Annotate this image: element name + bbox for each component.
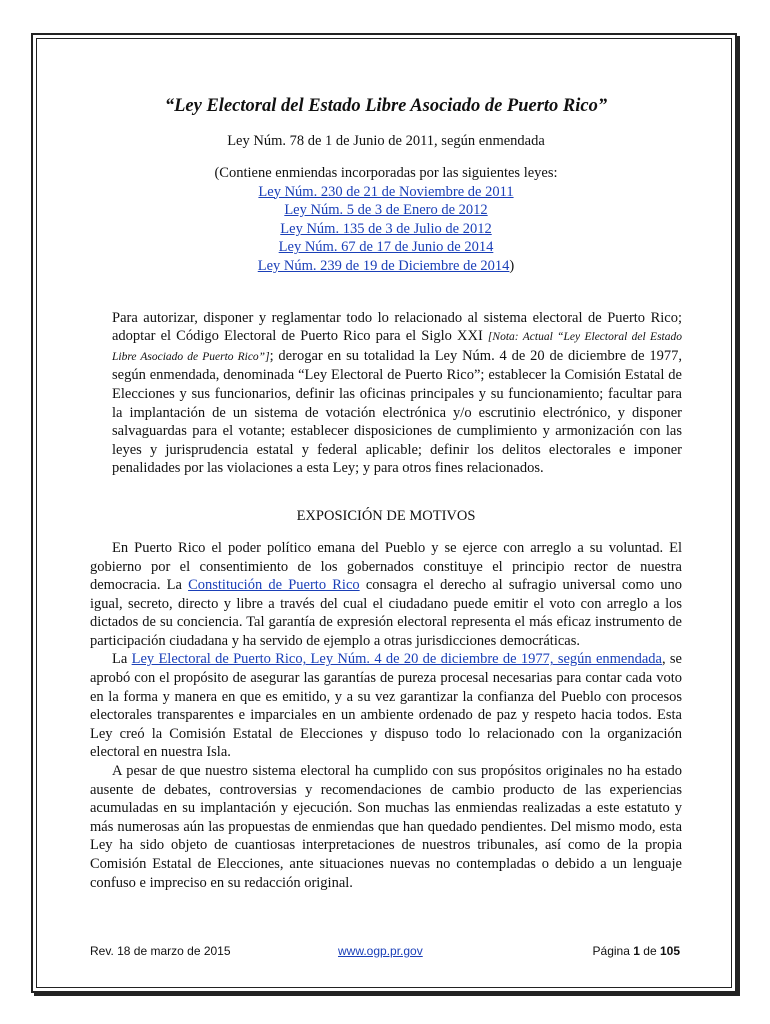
constitution-link[interactable]: Constitución de Puerto Rico [188,577,360,594]
paragraph-text: , se aprobó con el propósito de asegurar las garantías de pureza procesal necesarias para contar cada voto en la forma y manera en que es emitido, y a su vez garantizar la confianza del Pueblo con procesos electorales transparentes e imparciales en un ambiente ordenado de paz y respeto hacia todos. Esta Ley creó la Comisión Estatal de Elecciones y dispuso todo lo relacionado con la organización electoral en nuestra Isla. [90,651,682,761]
purpose-paragraph [90,309,682,478]
prior-law-link[interactable]: Ley Electoral de Puerto Rico, Ley Núm. 4 de 20 de diciembre de 1977, según enmendada [131,651,662,668]
page-number: 1 [633,944,640,958]
page-shadow-bottom [34,993,740,996]
paragraph [90,539,682,651]
amendments-block [90,164,682,276]
amendment-link[interactable]: Ley Núm. 135 de 3 de Julio de 2012 [280,220,492,237]
amendment-link[interactable]: Ley Núm. 230 de 21 de Noviembre de 2011 [258,183,514,200]
law-number: Ley Núm. 78 de 1 de Junio de 2011, según enmendada [227,133,545,149]
website-link[interactable]: www.ogp.pr.gov [338,944,423,958]
paragraph [90,650,682,762]
amendment-link[interactable]: Ley Núm. 239 de 19 de Diciembre de 2014 [257,257,510,274]
revision-date: Rev. 18 de marzo de 2015 [90,944,231,958]
page-indicator [593,944,680,958]
page-total: 105 [659,944,680,958]
amendment-link[interactable]: Ley Núm. 5 de 3 de Enero de 2012 [284,202,488,219]
amendments-intro: (Contiene enmiendas incorporadas por las siguientes leyes: [214,165,558,181]
amendment-link[interactable]: Ley Núm. 67 de 17 de Junio de 2014 [278,239,494,256]
page-label: Página [592,944,630,958]
page-of: de [643,944,657,958]
document-title: “Ley Electoral del Estado Libre Asociado de Puerto Rico” [164,96,608,116]
motives-section [90,539,682,892]
paragraph-text: En Puerto Rico el poder político emana del Pueblo y se ejerce con arreglo a su voluntad. El gobierno por el consentimiento de los gobernados constituye el principio rector de nuestra democracia. La [90,539,682,594]
page-shadow-right [737,36,740,996]
purpose-note: [Nota: Actual “Ley Electoral del Estado Libre Asociado de Puerto Rico”] [112,331,682,363]
page-footer [90,944,682,962]
document-body [90,94,682,892]
paragraph-text: La [112,651,132,668]
paragraph: A pesar de que nuestro sistema electoral ha cumplido con sus propósitos originales no ha estado ausente de debates, controversias y recomendaciones de cambio producto de las experiencias acumuladas en su implantación y ejecución. Son muchas las enmiendas realizadas a este estatuto y más numerosas aún las propuestas de enmiendas que han quedado pendientes. Del mismo modo, esta Ley ha sido objeto de cuantiosas interpretaciones de nuestros tribunales, así como de la propia Comisión Estatal de Elecciones, ante situaciones nuevas no contempladas o debido a un lenguaje confuso e impreciso en su redacción original. [90,763,682,891]
purpose-text: Para autorizar, disponer y reglamentar todo lo relacionado al sistema electoral de Puerto Rico; adoptar el Código Electoral de Puerto Rico para el Siglo XXI [112,309,682,345]
amendments-close: ) [509,257,515,274]
section-heading: EXPOSICIÓN DE MOTIVOS [296,507,476,524]
purpose-text: ; derogar en su totalidad la Ley Núm. 4 de 20 de diciembre de 1977, según enmendada, denominada “Ley Electoral de Puerto Rico”; establecer la Comisión Estatal de Elecciones y sus funcionarios, definir las oficinas principales y su funcionamiento; facultar para la implantación de un sistema de votación electrónica y/o escrutinio electrónico, y disponer salvaguardas para el votante; establecer disposiciones de cumplimiento y armonización con las leyes y jurisprudencia estatal y federal aplicable; definir los delitos electorales e imponer penalidades por las violaciones a esta Ley; y para otros fines relacionados. [112,347,682,477]
paragraph-text: consagra el derecho al sufragio universal como uno igual, secreto, directo y libre a través del cual el ciudadano puede emitir el voto con arreglo a los dictados de su conciencia. Tal garantía de expresión electoral representa el más eficaz instrumento de participación ciudadana y ha servido de ejemplo a otras jurisdicciones democráticas. [90,577,682,649]
